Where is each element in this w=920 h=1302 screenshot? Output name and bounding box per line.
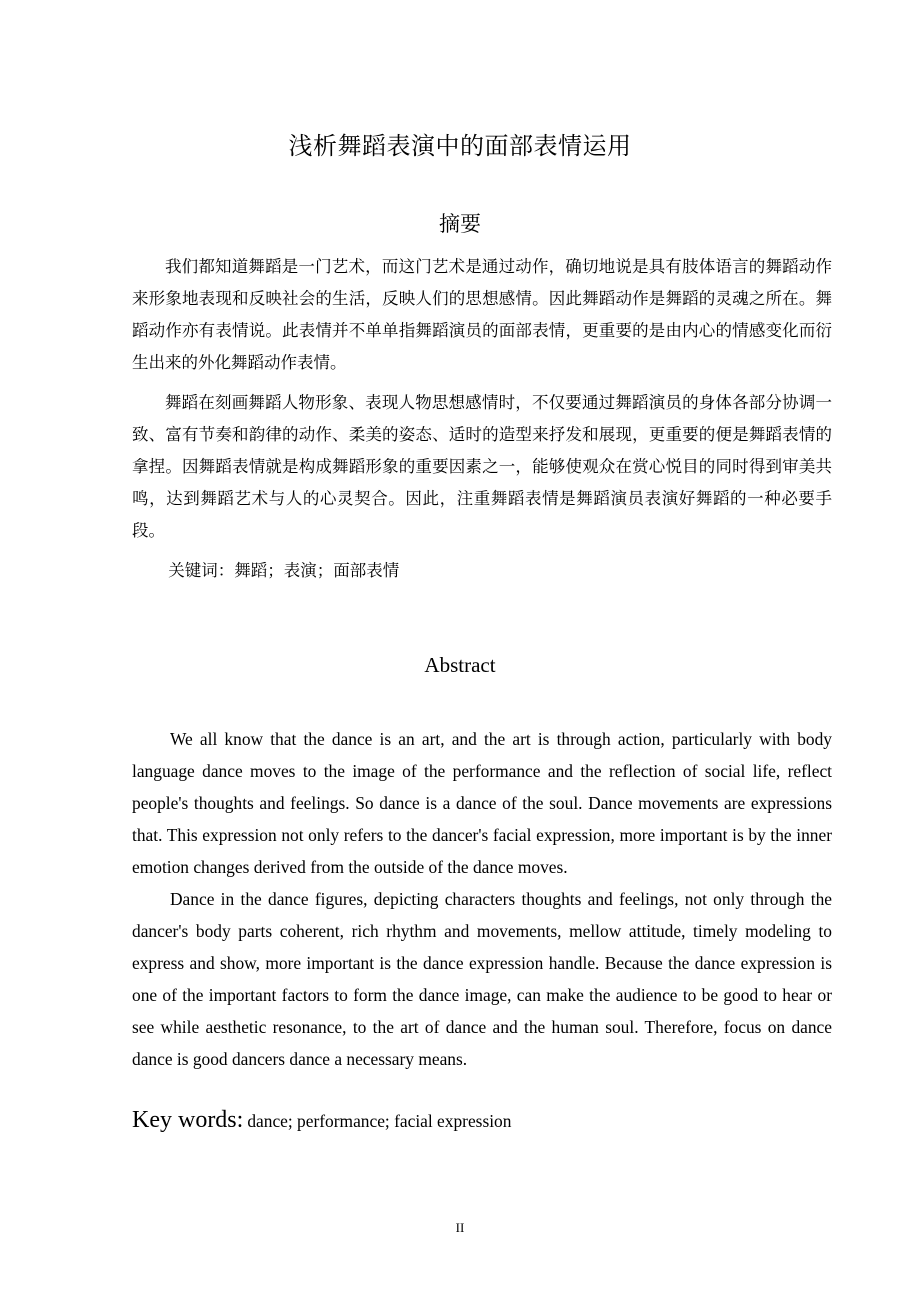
chinese-abstract-body bbox=[132, 251, 832, 595]
chinese-keywords-values: 舞蹈；表演；面部表情 bbox=[234, 561, 400, 580]
chinese-keywords bbox=[132, 555, 832, 587]
chinese-abstract-paragraph-2: 舞蹈在刻画舞蹈人物形象、表现人物思想感情时，不仅要通过舞蹈演员的身体各部分协调一致、富有节奏和韵律的动作、柔美的姿态、适时的造型来抒发和展现，更重要的便是舞蹈表情的拿捏。因舞蹈表情就是构成舞蹈形象的重要因素之一，能够使观众在赏心悦目的同时得到审美共鸣，达到舞蹈艺术与人的心灵契合。因此，注重舞蹈表情是舞蹈演员表演好舞蹈的一种必要手段。 bbox=[132, 393, 832, 540]
english-keywords-values: dance; performance; facial expression bbox=[247, 1111, 512, 1131]
english-keywords-label: Key words: bbox=[132, 1107, 244, 1133]
english-abstract-paragraph-1: We all know that the dance is an art, and the art is through action, particularly with body language dance moves to the image of the performance and the reflection of social life, reflect people's thoughts and feelings. So dance is a dance of the soul. Dance movements are expressions that. This expression not only refers to the dancer's facial expression, more important is by the inner emotion changes derived from the outside of the dance moves. bbox=[132, 729, 832, 877]
chinese-keywords-label: 关键词： bbox=[168, 561, 235, 580]
page-number: II bbox=[455, 1220, 465, 1235]
english-abstract-paragraph-2: Dance in the dance figures, depicting characters thoughts and feelings, not only through the dancer's body parts coherent, rich rhythm and movements, mellow attitude, timely modeling to express and show, more important is the dance expression handle. Because the dance expression is one of the important factors to form the dance image, can make the audience to be good to hear or see while aesthetic resonance, to the art of dance and the human soul. Therefore, focus on dance dance is good dancers dance a necessary means. bbox=[132, 889, 832, 1069]
chinese-abstract-paragraph-1: 我们都知道舞蹈是一门艺术，而这门艺术是通过动作，确切地说是具有肢体语言的舞蹈动作来形象地表现和反映社会的生活，反映人们的思想感情。因此舞蹈动作是舞蹈的灵魂之所在。舞蹈动作亦有表情说。此表情并不单单指舞蹈演员的面部表情，更重要的是由内心的情感变化而衍生出来的外化舞蹈动作表情。 bbox=[132, 257, 832, 372]
paper-title: 浅析舞蹈表演中的面部表情运用 bbox=[288, 132, 632, 161]
chinese-abstract-heading: 摘要 bbox=[439, 212, 481, 236]
english-abstract-heading: Abstract bbox=[424, 653, 496, 677]
english-keywords bbox=[132, 1107, 511, 1134]
english-abstract-body bbox=[132, 723, 832, 1075]
